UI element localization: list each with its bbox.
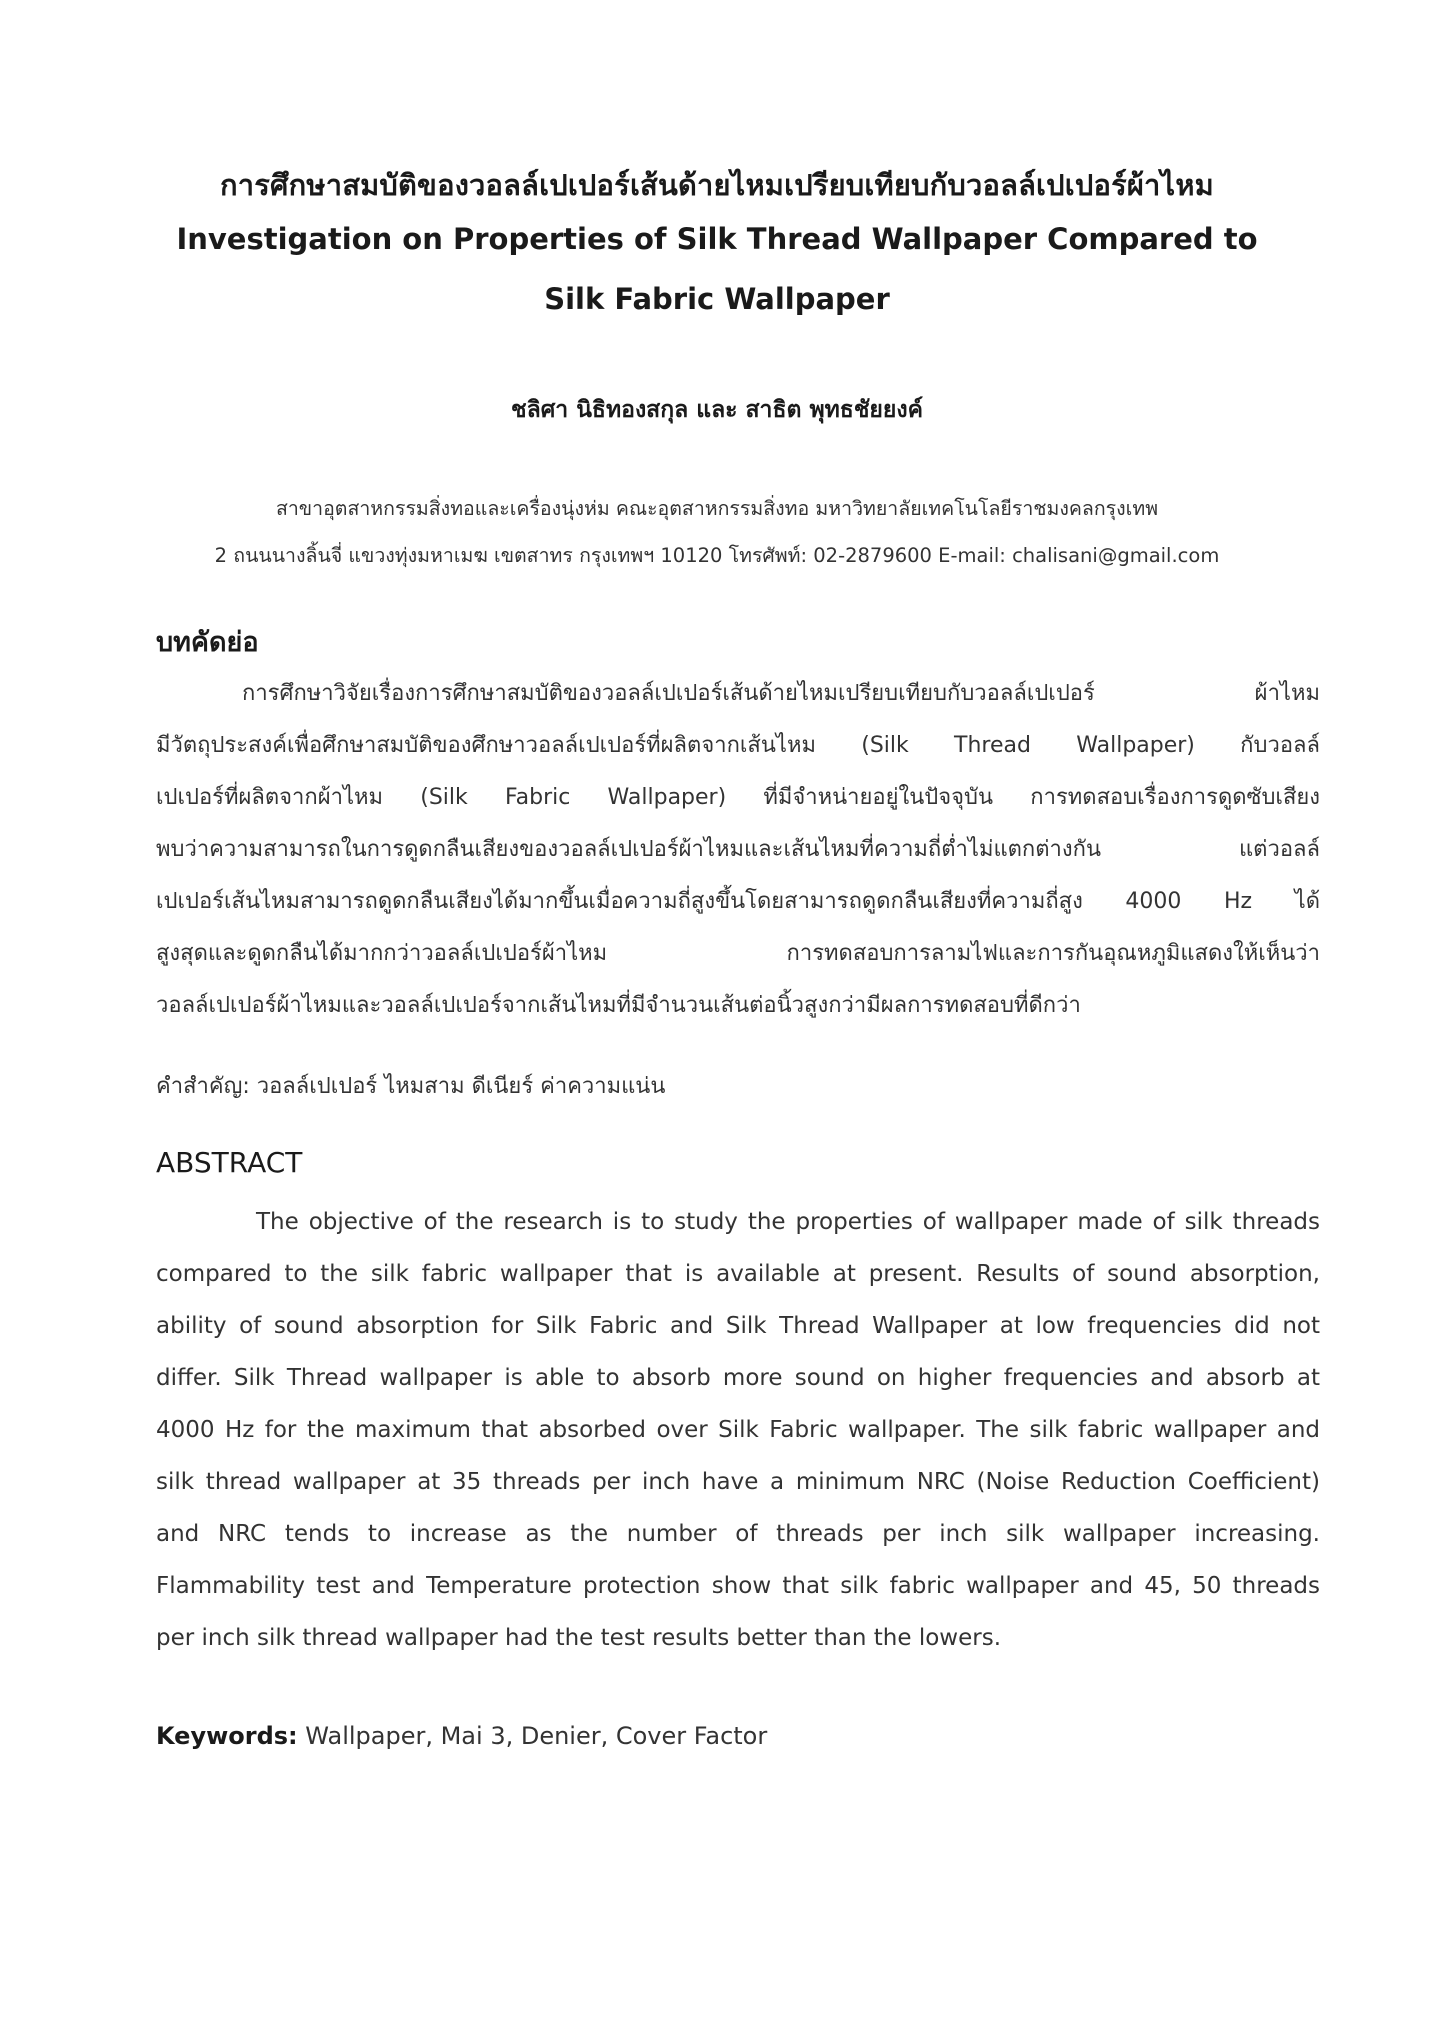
keywords-thai: คำสำคัญ: วอลล์เปเปอร์ ไหมสาม ดีเนียร์ ค่าความแน่น [156,1074,666,1099]
abstract-thai-heading: บทคัดย่อ [156,627,259,658]
keywords-label: Keywords: [156,1722,298,1750]
abstract-english-body [156,1196,1320,1664]
abstract-thai-line: สูงสุดและดูดกลืนได้มากกว่าวอลล์เปเปอร์ผ้าไหม การทดสอบการลามไฟและการกันอุณหภูมิแสดงให้เห็นว่า [156,941,1320,966]
abstract-thai-line: เปเปอร์ที่ผลิตจากผ้าไหม (Silk Fabric Wallpaper) ที่มีจำหน่ายอยู่ในปัจจุบัน การทดสอบเรื่องการดูดซับเสียง [156,785,1320,810]
abstract-english-line: silk thread wallpaper at 35 threads per inch have a minimum NRC (Noise Reduction Coefficient) [156,1469,1320,1495]
abstract-english-line: The objective of the research is to study the properties of wallpaper made of silk threads [256,1209,1320,1235]
title-english-line1: Investigation on Properties of Silk Thread Wallpaper Compared to [176,222,1258,256]
abstract-thai-line: มีวัตถุประสงค์เพื่อศึกษาสมบัติของศึกษาวอลล์เปเปอร์ที่ผลิตจากเส้นไหม (Silk Thread Wallpaper) กับวอลล์ [156,733,1320,758]
authors: ชลิศา นิธิทองสกุล และ สาธิต พุทธชัยยงค์ [510,397,923,423]
abstract-thai-line: วอลล์เปเปอร์ผ้าไหมและวอลล์เปเปอร์จากเส้นไหมที่มีจำนวนเส้นต่อนิ้วสูงกว่ามีผลการทดสอบที่ดีกว่า [156,993,1081,1018]
abstract-english-line: 4000 Hz for the maximum that absorbed over Silk Fabric wallpaper. The silk fabric wallpaper and [156,1417,1320,1443]
title-thai: การศึกษาสมบัติของวอลล์เปเปอร์เส้นด้ายไหมเปรียบเทียบกับวอลล์เปเปอร์ผ้าไหม [220,168,1214,202]
abstract-english-line: per inch silk thread wallpaper had the test results better than the lowers. [156,1625,1002,1651]
abstract-thai-line: พบว่าความสามารถในการดูดกลืนเสียงของวอลล์เปเปอร์ผ้าไหมและเส้นไหมที่ความถี่ต่ำไม่แตกต่างกัน แต่วอลล์ [156,837,1320,862]
abstract-thai-body [156,668,1320,1032]
abstract-thai-line: เปเปอร์เส้นไหมสามารถดูดกลืนเสียงได้มากขึ้นเมื่อความถี่สูงขึ้นโดยสามารถดูดกลืนเสียงที่ความถี่สูง 4000 Hz ได้ [156,889,1320,914]
abstract-english-line: Flammability test and Temperature protection show that silk fabric wallpaper and 45, 50 threads [156,1573,1320,1599]
abstract-english-line: differ. Silk Thread wallpaper is able to absorb more sound on higher frequencies and absorb at [156,1365,1320,1391]
keywords-values: Wallpaper, Mai 3, Denier, Cover Factor [305,1722,768,1750]
abstract-english-line: and NRC tends to increase as the number of threads per inch silk wallpaper increasing. [156,1521,1320,1547]
affiliation-line2: 2 ถนนนางลิ้นจี่ แขวงทุ่งมหาเมฆ เขตสาทร กรุงเทพฯ 10120 โทรศัพท์: 02-2879600 E-mail: chalisani@gmail.com [214,544,1220,567]
affiliation-line1: สาขาอุตสาหกรรมสิ่งทอและเครื่องนุ่งห่ม คณะอุตสาหกรรมสิ่งทอ มหาวิทยาลัยเทคโนโลยีราชมงคลกรุงเทพ [275,497,1159,520]
keywords-english [156,1722,767,1750]
title-english-line2: Silk Fabric Wallpaper [544,282,890,316]
abstract-english-heading: ABSTRACT [156,1146,303,1179]
abstract-thai-line: การศึกษาวิจัยเรื่องการศึกษาสมบัติของวอลล์เปเปอร์เส้นด้ายไหมเปรียบเทียบกับวอลล์เปเปอร์ ผ้าไหม [242,681,1320,706]
abstract-english-line: ability of sound absorption for Silk Fabric and Silk Thread Wallpaper at low frequencies did not [156,1313,1320,1339]
abstract-english-line: compared to the silk fabric wallpaper that is available at present. Results of sound absorption, [156,1261,1320,1287]
